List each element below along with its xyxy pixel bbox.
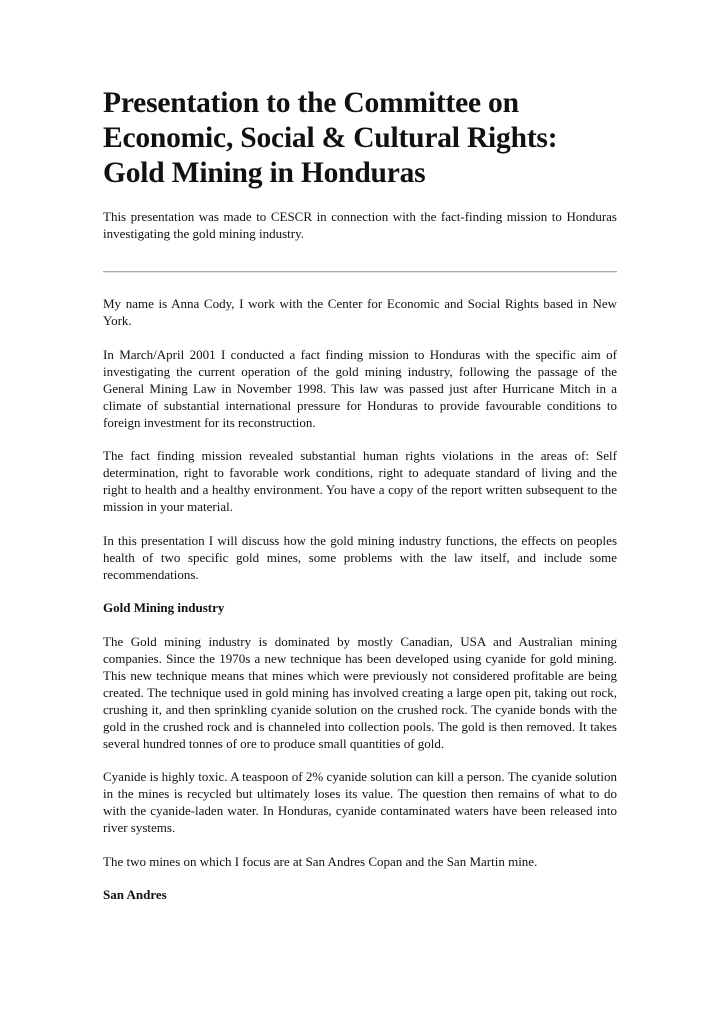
title-line-1: Presentation to the Committee on xyxy=(103,87,519,119)
intro-summary: This presentation was made to CESCR in connection with the fact-finding mission to Honduras investigating the gold mining industry. xyxy=(103,209,617,241)
section-heading-san-andres: San Andres xyxy=(103,887,167,902)
document-body xyxy=(103,295,617,903)
paragraph-mines: The two mines on which I focus are at San Andres Copan and the San Martin mine. xyxy=(103,853,538,869)
document-title xyxy=(103,86,617,191)
section-heading-gold-mining: Gold Mining industry xyxy=(103,600,225,615)
title-line-3: Gold Mining in Honduras xyxy=(103,157,426,189)
paragraph-findings: The fact finding mission revealed substantial human rights violations in the areas of: Self determination, right to favorable work conditions, right to adequate standard of living and the right to health and a healthy environment. You have a copy of the report written subsequent to the mission in your material. xyxy=(103,448,617,514)
title-line-2: Economic, Social & Cultural Rights: xyxy=(103,122,558,154)
horizontal-divider xyxy=(103,271,617,273)
document-page xyxy=(103,86,617,920)
paragraph-mission: In March/April 2001 I conducted a fact finding mission to Honduras with the specific aim of investigating the current operation of the gold mining industry, following the passage of the General Mining Law in November 1998. This law was passed just after Hurricane Mitch in a climate of substantial international pressure for Honduras to provide favourable conditions to foreign investment for its reconstruction. xyxy=(103,346,617,430)
paragraph-outline: In this presentation I will discuss how the gold mining industry functions, the effects on peoples health of two specific gold mines, some problems with the law itself, and include some recommendations. xyxy=(103,532,617,582)
paragraph-introduction: My name is Anna Cody, I work with the Center for Economic and Social Rights based in New York. xyxy=(103,296,617,328)
paragraph-cyanide: Cyanide is highly toxic. A teaspoon of 2% cyanide solution can kill a person. The cyanide solution in the mines is recycled but ultimately loses its value. The question then remains of what to do with the cyanide-laden water. In Honduras, cyanide contaminated waters have been released into river systems. xyxy=(103,769,617,835)
paragraph-industry: The Gold mining industry is dominated by mostly Canadian, USA and Australian mining companies. Since the 1970s a new technique has been developed using cyanide for gold mining. This new technique means that mines which were previously not considered profitable are being created. The technique used in gold mining has involved creating a large open pit, taking out rock, crushing it, and then sprinkling cyanide solution on the crushed rock. The cyanide bonds with the gold in the crushed rock and is channeled into collection pools. The gold is then removed. It takes several hundred tonnes of ore to produce small quantities of gold. xyxy=(103,633,617,751)
